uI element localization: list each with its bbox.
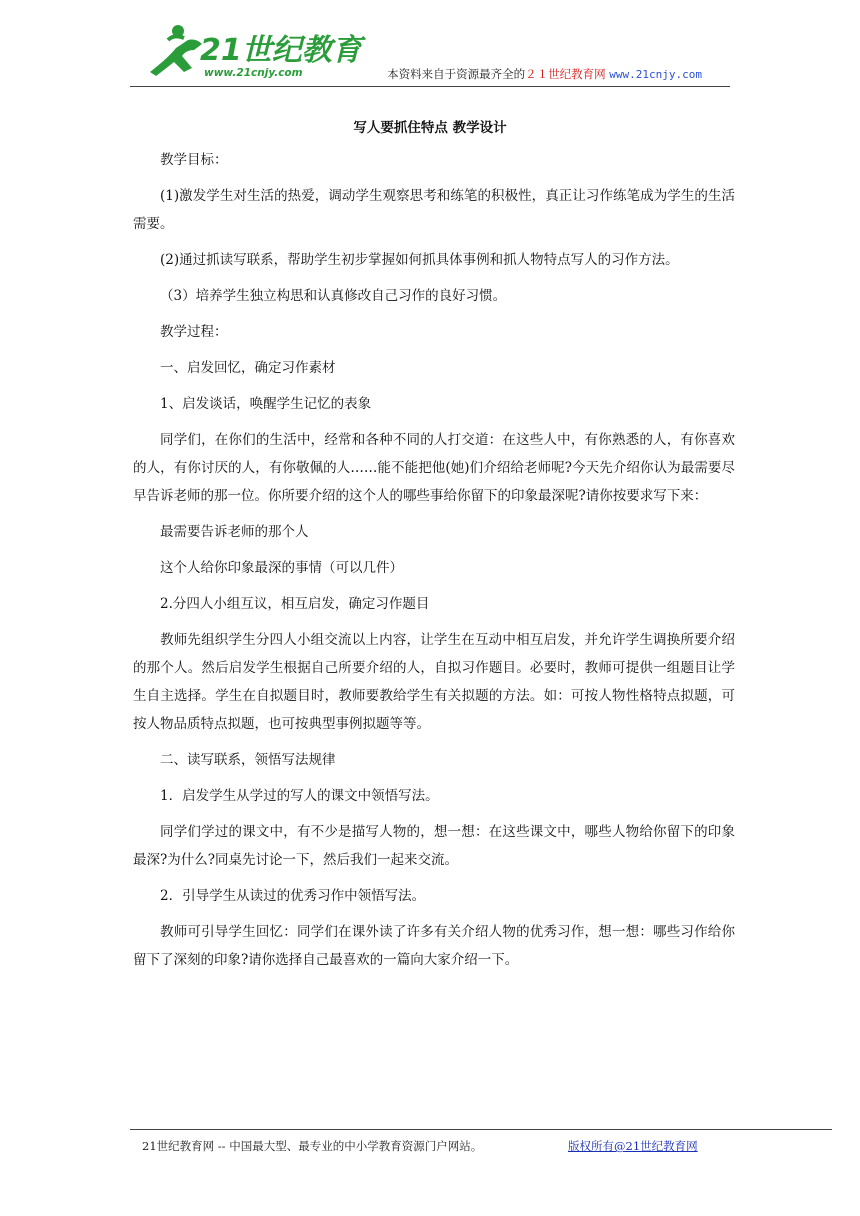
header-url-link[interactable]: www.21cnjy.com [609, 68, 702, 81]
paragraph: 1．启发学生从学过的写人的课文中领悟写法。 [160, 788, 439, 804]
document-body [133, 146, 735, 982]
header-brand-link[interactable]: ２１世纪教育网 [525, 67, 606, 81]
paragraph: 同学们，在你们的生活中，经常和各种不同的人打交道：在这些人中，有你熟悉的人，有你喜欢的人，有你讨厌的人，有你敬佩的人……能不能把他(她)们介绍给老师呢?今天先介绍你认为最需要尽早告诉老师的那一位。你所要介绍的这个人的哪些事给你留下的印象最深呢?请你按要求写下来： [133, 432, 735, 504]
paragraph: 教学目标： [160, 152, 228, 168]
logo [138, 20, 362, 80]
paragraph: 二、读写联系，领悟写法规律 [160, 752, 336, 768]
footer-text: 21世纪教育网 -- 中国最大型、最专业的中小学教育资源门户网站。 [142, 1139, 483, 1153]
paragraph: 教学过程： [160, 324, 228, 340]
paragraph: 同学们学过的课文中，有不少是描写人物的，想一想：在这些课文中，哪些人物给你留下的印象最深?为什么?同桌先讨论一下，然后我们一起来交流。 [133, 824, 735, 868]
header-note [387, 66, 702, 82]
paragraph: 教师可引导学生回忆：同学们在课外读了许多有关介绍人物的优秀习作，想一想：哪些习作给你留下了深刻的印象?请你选择自己最喜欢的一篇向大家介绍一下。 [133, 924, 735, 968]
copyright-link[interactable]: 版权所有@21世纪教育网 [568, 1139, 698, 1153]
page-header [130, 18, 730, 87]
paragraph: 2.分四人小组互议，相互启发，确定习作题目 [160, 596, 430, 612]
document-title: 写人要抓住特点 教学设计 [353, 120, 507, 136]
logo-url: www.21cnjy.com [204, 67, 303, 79]
paragraph: 这个人给你印象最深的事情（可以几件） [160, 560, 403, 576]
paragraph: 最需要告诉老师的那个人 [160, 524, 309, 540]
paragraph: 教师先组织学生分四人小组交流以上内容，让学生在互动中相互启发，并允许学生调换所要介绍的那个人。然后启发学生根据自己所要介绍的人，自拟习作题目。必要时，教师可提供一组题目让学生自主选择。学生在自拟题目时，教师要教给学生有关拟题的方法。如：可按人物性格特点拟题，可按人物品质特点拟题，也可按典型事例拟题等等。 [133, 632, 735, 732]
page-footer [130, 1129, 832, 1153]
paragraph: 1、启发谈话，唤醒学生记忆的表象 [160, 396, 372, 412]
paragraph: 一、启发回忆，确定习作素材 [160, 360, 336, 376]
paragraph: （3）培养学生独立构思和认真修改自己习作的良好习惯。 [160, 288, 507, 304]
paragraph: (1)激发学生对生活的热爱，调动学生观察思考和练笔的积极性，真正让习作练笔成为学生的生活需要。 [133, 188, 735, 232]
paragraph: (2)通过抓读写联系，帮助学生初步掌握如何抓具体事例和抓人物特点写人的习作方法。 [160, 252, 679, 268]
paragraph: 2．引导学生从读过的优秀习作中领悟写法。 [160, 888, 426, 904]
running-figure-icon [150, 25, 202, 76]
header-note-prefix: 本资料来自于资源最齐全的 [387, 67, 526, 81]
logo-text: 21世纪教育 [200, 33, 362, 68]
